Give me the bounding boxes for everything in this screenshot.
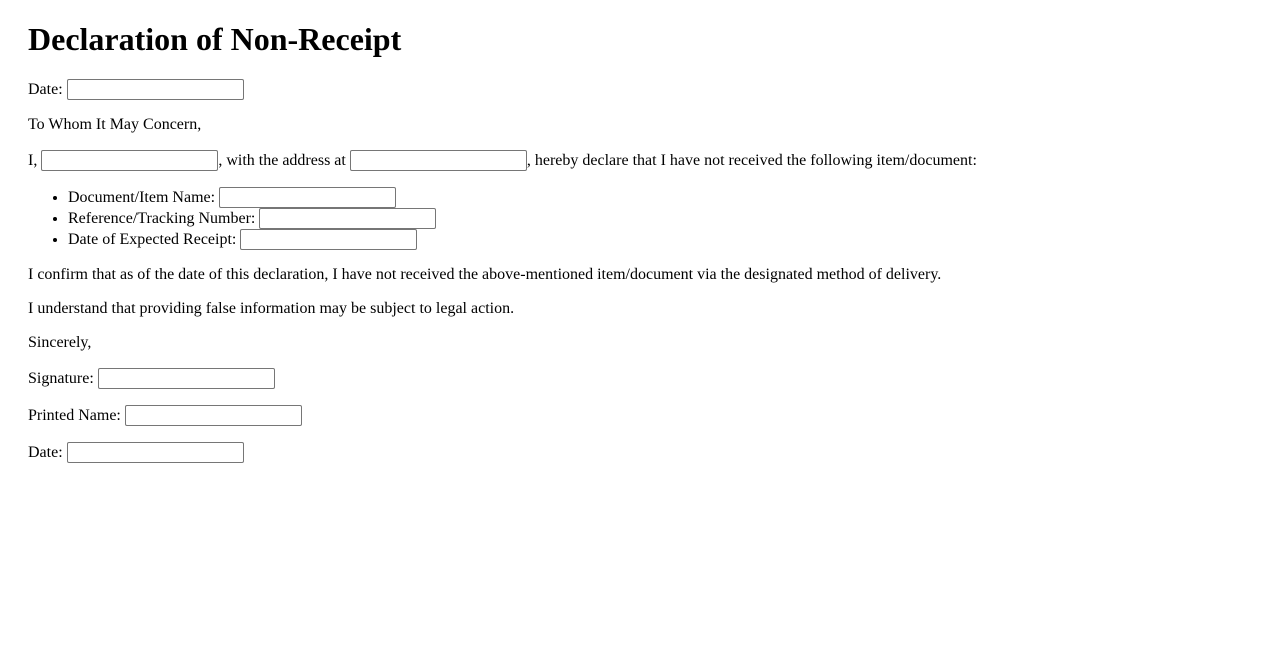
signature-label: Signature: [28,370,94,387]
declaration-sentence [28,150,1250,171]
reference-tracking-number-input[interactable] [259,208,436,229]
closing-text: Sincerely, [28,334,92,351]
declarant-address-input[interactable] [350,150,527,171]
list-item [68,208,1250,229]
printed-name-input[interactable] [125,405,302,426]
list-item [68,187,1250,208]
document-item-name-input[interactable] [219,187,396,208]
printed-name-label: Printed Name: [28,407,121,424]
declaration-part3: , hereby declare that I have not received the following item/document: [526,152,977,169]
printed-name-row [28,405,1250,426]
signature-row [28,368,1250,389]
document-item-name-label: Document/Item Name: [68,189,216,206]
salutation-text: To Whom It May Concern, [28,116,202,133]
date-bottom-label: Date: [28,444,63,461]
legal-notice-text: I understand that providing false information may be subject to legal action. [28,300,515,317]
date-bottom-row [28,442,1250,463]
signature-input[interactable] [98,368,275,389]
date-top-input[interactable] [67,79,244,100]
date-of-expected-receipt-input[interactable] [240,229,417,250]
date-of-expected-receipt-label: Date of Expected Receipt: [68,231,237,248]
confirmation-text: I confirm that as of the date of this declaration, I have not received the above-mentioned item/document via the designated method of delivery. [28,266,942,283]
declaration-part2: , with the address at [218,152,346,169]
item-detail-list [28,187,1250,250]
declarant-name-input[interactable] [41,150,218,171]
date-top-label: Date: [28,81,63,98]
reference-tracking-number-label: Reference/Tracking Number: [68,210,256,227]
date-top-row [28,79,1250,100]
page-title: Declaration of Non-Receipt [28,21,402,57]
declaration-part1: I, [28,152,38,169]
date-bottom-input[interactable] [67,442,244,463]
list-item [68,229,1250,250]
